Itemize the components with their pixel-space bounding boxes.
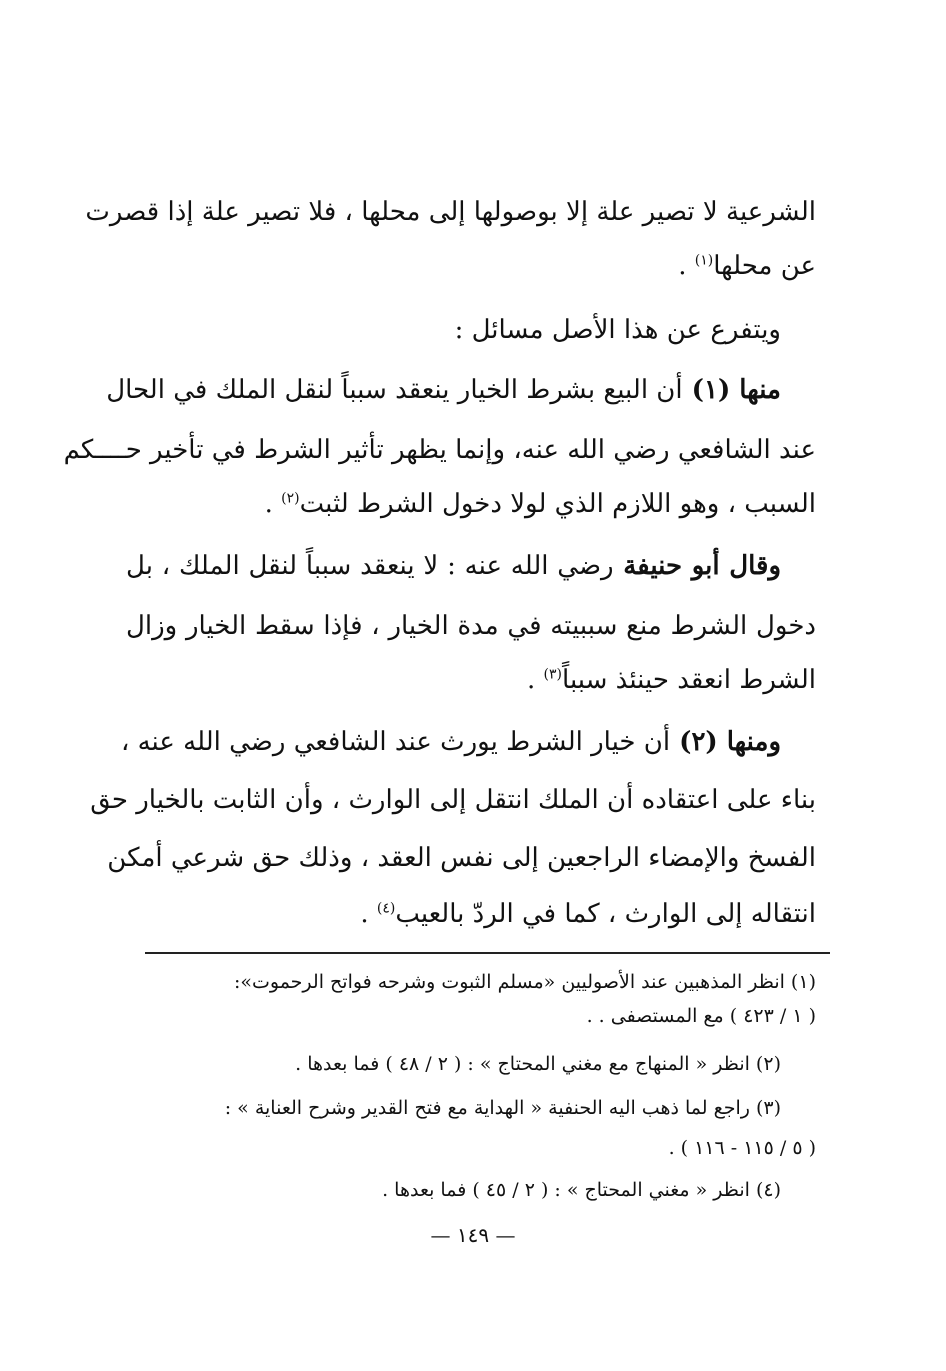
text-run: ( ٥ / ١١٥ - ١١٦ ) . — [668, 1137, 816, 1159]
text-run: رضي الله عنه : لا ينعقد سبباً لنقل الملك ، بل — [126, 551, 614, 581]
text-run: انتقاله إلى الوارث ، كما في الردّ بالعيب — [395, 899, 816, 929]
footnote-line — [126, 1134, 816, 1162]
text-run: . — [527, 665, 544, 695]
body-line — [91, 310, 781, 350]
text-run: (٣) راجع لما ذهب اليه الحنفية « الهداية مع فتح القدير وشرح العناية » : — [224, 1097, 781, 1119]
body-line — [120, 722, 781, 762]
text-run: ويتفرع عن هذا الأصل مسائل : — [454, 315, 781, 345]
text-run: (١) انظر المذهبين عند الأصوليين «مسلم الثبوت وشرحه فواتح الرحموت»: — [233, 971, 816, 993]
text-run: ( ١ / ٤٢٣ ) مع المستصفى . . — [586, 1005, 816, 1027]
page-number: — ١٤٩ — — [430, 1223, 516, 1247]
text-run: دخول الشرط منع سببيته في مدة الخيار ، فإذا سقط الخيار وزال — [126, 611, 816, 641]
footnote-ref: (٢) — [281, 490, 300, 507]
body-line — [126, 606, 816, 646]
body-line — [126, 484, 816, 524]
body-line — [126, 894, 816, 934]
body-line — [85, 192, 816, 232]
footnote-divider — [145, 952, 830, 954]
paragraph-lead: ومنها (٢) — [670, 727, 781, 757]
text-run: السبب ، وهو اللازم الذي لولا دخول الشرط لثبت — [299, 489, 816, 519]
text-run: بناء على اعتقاده أن الملك انتقل إلى الوارث ، وأن الثابت بالخيار حق — [90, 785, 816, 815]
text-run: الشرط انعقد حينئذ سبباً — [562, 665, 816, 695]
body-line — [90, 780, 816, 820]
footnote-ref: (٤) — [376, 900, 396, 917]
footnote-line — [126, 968, 816, 996]
paragraph-lead: منها (١) — [682, 375, 781, 405]
footnote-line — [91, 1094, 781, 1122]
body-line — [107, 838, 816, 878]
text-run: . — [678, 251, 695, 281]
text-run: أن البيع بشرط الخيار ينعقد سبباً لنقل الملك في الحال — [106, 375, 683, 405]
text-run: (٤) انظر « مغني المحتاج » : ( ٢ / ٤٥ ) فما بعدها . — [382, 1179, 781, 1201]
text-run: . — [360, 899, 377, 929]
text-run: (٢) انظر « المنهاج مع مغني المحتاج » : ( ٢ / ٤٨ ) فما بعدها . — [295, 1053, 781, 1075]
paragraph-lead: وقال أبو حنيفة — [613, 551, 781, 581]
text-run: الفسخ والإمضاء الراجعين إلى نفس العقد ، وذلك حق شرعي أمكن — [107, 843, 816, 873]
text-run: عن محلها — [713, 251, 816, 281]
body-line — [126, 660, 816, 700]
body-line — [126, 546, 781, 586]
footnote-ref: (٣) — [543, 666, 563, 683]
text-run: . — [264, 489, 282, 519]
footnote-line — [126, 1002, 816, 1030]
text-run: الشرعية لا تصير علة إلا بوصولها إلى محلها ، فلا تصير علة إذا قصرت — [85, 197, 816, 227]
text-run: عند الشافعي رضي الله عنه، وإنما يظهر تأثير الشرط في تأخير حــــكم — [63, 435, 816, 465]
footnote-line — [91, 1176, 781, 1204]
body-line — [63, 430, 816, 470]
footnote-line — [91, 1050, 781, 1078]
body-line — [126, 246, 816, 286]
footnote-ref: (١) — [694, 252, 714, 269]
text-run: أن خيار الشرط يورث عند الشافعي رضي الله عنه ، — [120, 727, 671, 757]
body-line — [106, 370, 781, 410]
